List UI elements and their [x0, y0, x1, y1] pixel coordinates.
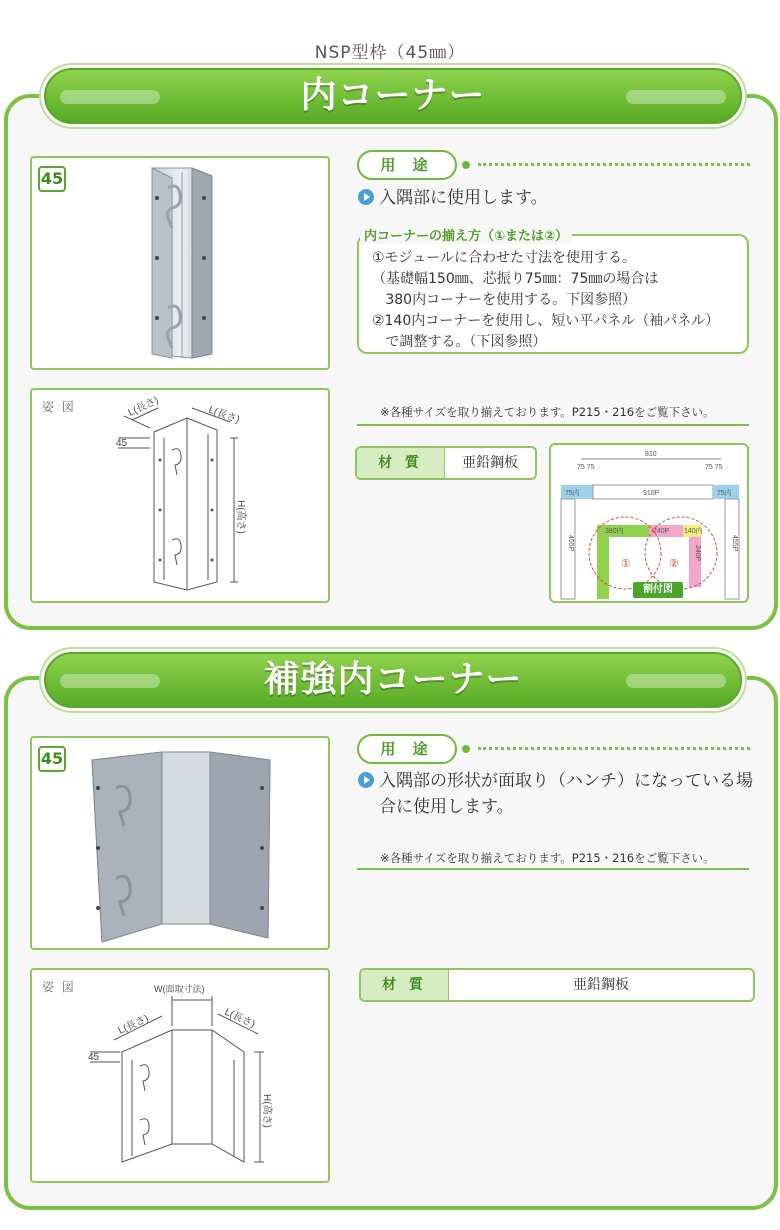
panel-455-right: 455P — [731, 535, 738, 552]
dim-75-right: 75 75 — [705, 464, 723, 471]
material-label: 材 質 — [357, 448, 445, 478]
inner-corner-photo — [32, 158, 328, 368]
material-box-2 — [359, 968, 755, 1002]
note-line — [357, 424, 749, 426]
dim-height-2: H(高さ) — [261, 1094, 272, 1128]
dim-length-right: L(長さ) — [206, 404, 242, 426]
panel-910: 910P — [643, 490, 660, 497]
dim-810: 810 — [645, 451, 657, 458]
circle-2-label: ② — [669, 558, 679, 570]
page-caption: NSP型枠（45㎜） — [314, 43, 466, 63]
product-photo-box — [30, 156, 330, 370]
dim-length-left-2: L(長さ) — [116, 1013, 151, 1037]
usage-text-2b: 合に使用します。 — [379, 797, 514, 817]
panel-75-right: 75内 — [717, 490, 732, 497]
reinforced-corner-photo — [32, 738, 328, 948]
material-label-2: 材 質 — [361, 970, 449, 1000]
usage-dotline — [478, 163, 750, 166]
thickness-badge: 45 — [38, 166, 66, 192]
layout-caption: 割付図 — [633, 582, 683, 598]
product-photo-box-2 — [30, 736, 330, 950]
method-text: ①モジュールに合わせた寸法を使用する。 （基礎幅150㎜、芯振り75㎜：75㎜の場合は 380内コーナーを使用する。下図参照） ②140内コーナーを使用し、短い平パネル（袖パネル） で調整する。（下図参照） — [372, 250, 720, 350]
usage-pill-dot-2 — [462, 745, 470, 753]
dim-45-2: 45 — [88, 1052, 100, 1063]
inner-corner-drawing — [32, 390, 328, 601]
sizes-note: ※各種サイズを取り揃えております。P215・216をご覧下さい。 — [380, 405, 715, 419]
section-title-reinforced-corner: 補強内コーナー — [44, 652, 742, 708]
material-value-2: 亜鉛鋼板 — [573, 977, 629, 993]
material-value: 亜鉛鋼板 — [462, 455, 518, 471]
figure-label-2: 姿 図 — [42, 980, 76, 994]
usage-pill-dot — [462, 161, 470, 169]
figure-label: 姿 図 — [42, 400, 76, 414]
panel-240: 240P — [653, 528, 670, 535]
panel-240v: 240P — [694, 545, 701, 562]
dim-length-right-2: L(長さ) — [222, 1006, 257, 1031]
dim-length-left: L(長さ) — [126, 395, 161, 419]
panel-75-left: 75内 — [565, 490, 580, 497]
figure-box-2 — [30, 968, 330, 1183]
usage-dotline-2 — [478, 747, 750, 750]
panel-455-left: 455P — [567, 535, 574, 552]
corner-380: 380内 — [605, 528, 624, 535]
dim-45: 45 — [116, 438, 128, 449]
figure-box — [30, 388, 330, 603]
thickness-badge-2: 45 — [38, 746, 66, 772]
section-title-inner-corner: 内コーナー — [44, 68, 742, 124]
material-box — [355, 446, 537, 480]
corner-140: 140内 — [684, 528, 703, 535]
usage-pill: 用 途 — [357, 150, 457, 180]
circle-1-label: ① — [621, 558, 631, 570]
dim-height: H(高さ) — [235, 500, 246, 534]
play-bullet-icon-2 — [358, 772, 374, 788]
method-title: 内コーナーの揃え方（①または②） — [360, 225, 572, 244]
usage-pill-2: 用 途 — [357, 734, 457, 764]
layout-diagram — [549, 443, 749, 603]
note-line-2 — [357, 868, 749, 870]
play-bullet-icon — [358, 189, 374, 205]
sizes-note-2: ※各種サイズを取り揃えております。P215・216をご覧下さい。 — [380, 851, 715, 865]
usage-text: 入隅部に使用します。 — [358, 185, 548, 212]
dim-w: W(面取寸法) — [154, 984, 205, 994]
dim-75-left: 75 75 — [577, 464, 595, 471]
reinforced-corner-drawing — [32, 970, 328, 1181]
usage-text-2a: 入隅部の形状が面取り（ハンチ）になっている場 — [358, 768, 753, 795]
